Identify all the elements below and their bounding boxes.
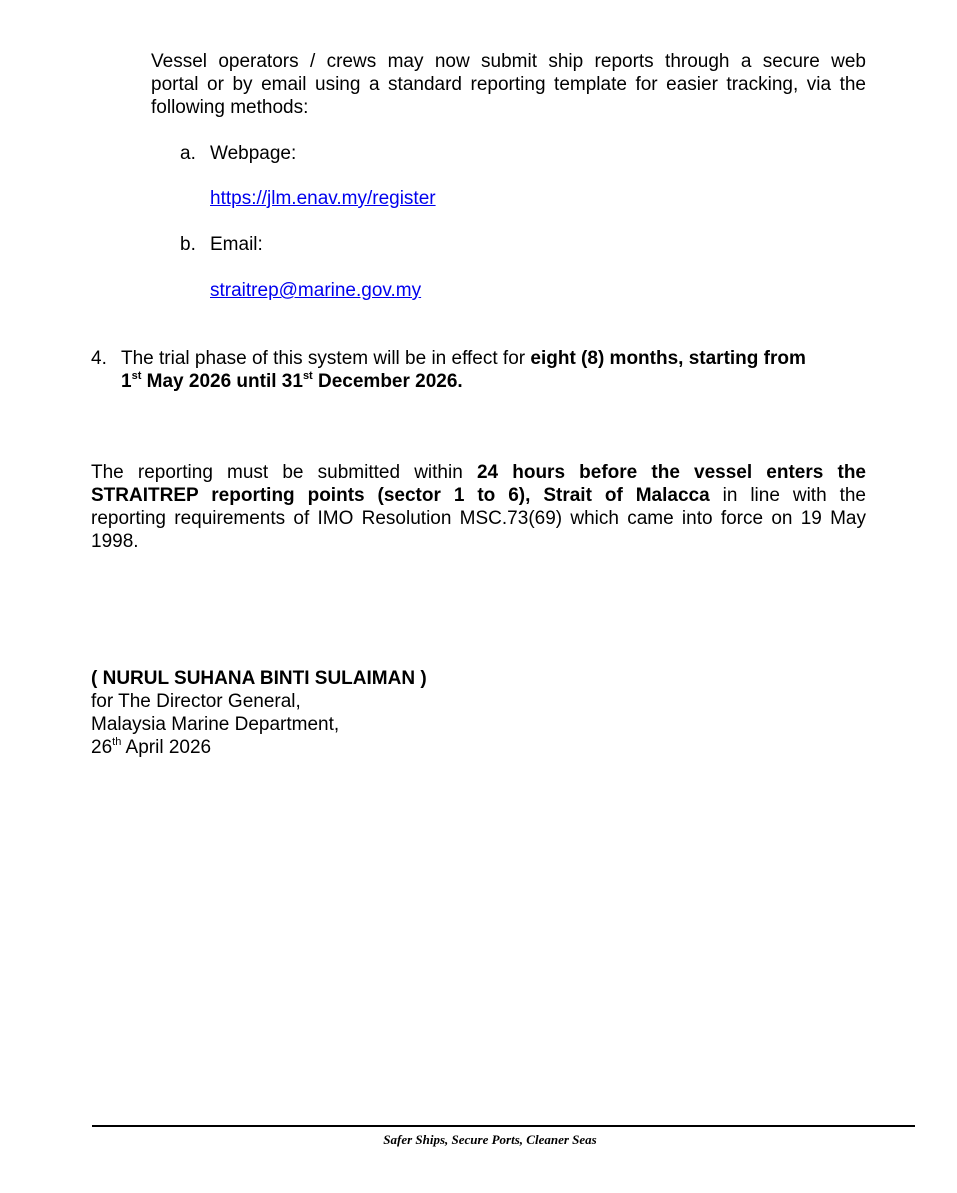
- intro-line-3: following methods:: [151, 97, 309, 118]
- reporting-l1-normal: The reporting must be submitted within: [91, 462, 477, 483]
- item-4-end-suffix: st: [302, 369, 313, 382]
- date-suffix: th: [112, 735, 122, 748]
- reporting-line-1: [91, 461, 866, 484]
- webpage-link[interactable]: https://jlm.enav.my/register: [210, 188, 436, 209]
- signatory-department: Malaysia Marine Department,: [91, 714, 340, 735]
- email-link[interactable]: straitrep@marine.gov.my: [210, 280, 422, 301]
- item-4-text: The trial phase of this system will be in effect for: [121, 348, 531, 369]
- item-4-start-suffix: st: [131, 369, 142, 382]
- method-a-marker: a.: [180, 143, 196, 164]
- method-b-marker: b.: [180, 234, 196, 255]
- signatory-name: ( NURUL SUHANA BINTI SULAIMAN ): [91, 668, 427, 689]
- reporting-line-3: reporting requirements of IMO Resolution MSC.73(69) which came into force on 19 May: [91, 508, 866, 529]
- item-4-line-1: [121, 347, 881, 370]
- date-day: 26: [91, 737, 113, 758]
- reporting-line-4: 1998.: [91, 531, 139, 552]
- footer-divider: [92, 1125, 915, 1127]
- reporting-line-2: [91, 484, 866, 507]
- item-4-number: 4.: [91, 348, 107, 369]
- method-a-label: Webpage:: [210, 143, 297, 164]
- date-rest: April 2026: [121, 737, 212, 758]
- item-4-start-rest: May 2026 until 31: [141, 371, 303, 392]
- item-4-duration: eight (8) months, starting from: [530, 348, 806, 369]
- intro-line-1: Vessel operators / crews may now submit ship reports through a secure web: [151, 51, 866, 72]
- item-4-end-rest: December 2026.: [312, 371, 463, 392]
- reporting-l2-bold: STRAITREP reporting points (sector 1 to 6), Strait of Malacca: [91, 485, 710, 506]
- signature-date: [91, 736, 211, 759]
- item-4-start-day: 1: [121, 371, 132, 392]
- method-b-label: Email:: [210, 234, 263, 255]
- reporting-l1-bold: 24 hours before the vessel enters the: [476, 462, 866, 483]
- item-4-line-2: [121, 370, 463, 393]
- intro-line-2: portal or by email using a standard reporting template for easier tracking, via the: [151, 74, 866, 95]
- signatory-title: for The Director General,: [91, 691, 301, 712]
- footer-slogan: Safer Ships, Secure Ports, Cleaner Seas: [383, 1132, 597, 1147]
- reporting-l2-normal: in line with the: [709, 485, 866, 506]
